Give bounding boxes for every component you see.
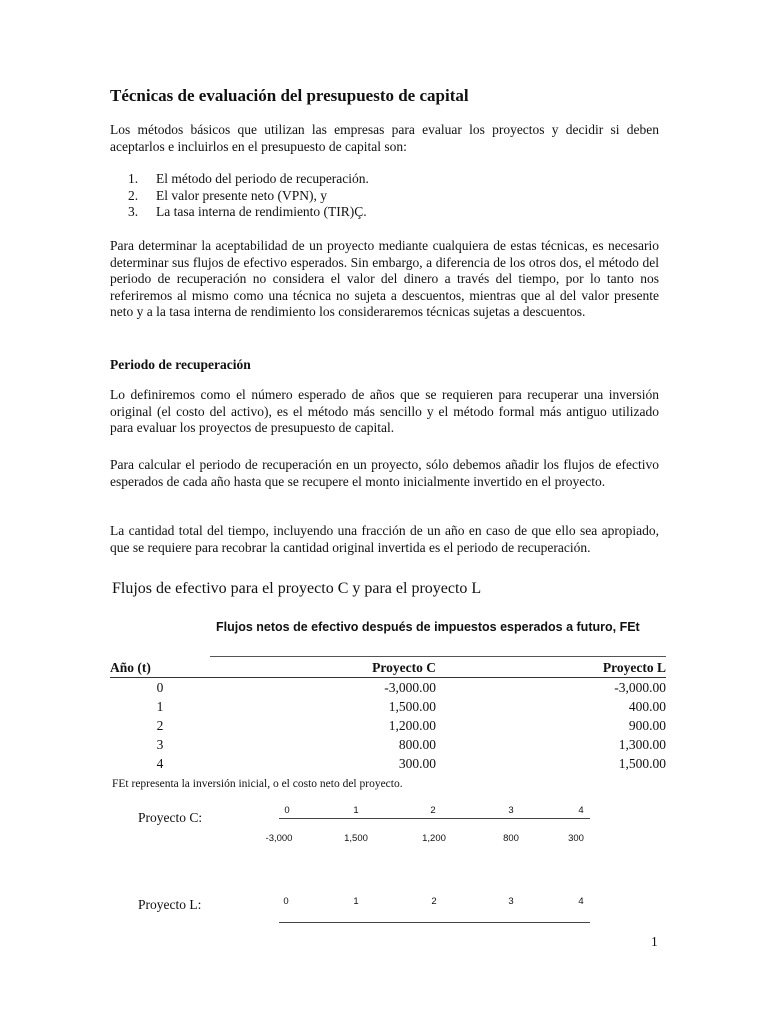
page-number: 1 xyxy=(651,934,658,949)
timeline-axis-line xyxy=(279,922,590,923)
intro-paragraph: Los métodos básicos que utilizan las empresas para evaluar los proyectos y decidir si deben aceptarlos e incluirlos en el presupuesto de capital son: xyxy=(110,122,659,154)
cell-project-c: 1,200.00 xyxy=(388,717,436,733)
timeline-period: 0 xyxy=(283,896,289,907)
table-row xyxy=(110,754,666,773)
table-note: FEt representa la inversión inicial, o el costo neto del proyecto. xyxy=(112,778,403,790)
list-item: 3. La tasa interna de rendimiento (TIR)Ç. xyxy=(128,204,367,220)
cell-project-c: -3,000.00 xyxy=(384,679,436,695)
methods-list xyxy=(128,171,369,221)
timeline-value: 300 xyxy=(568,833,584,844)
table-row xyxy=(110,678,666,698)
page-title: Técnicas de evaluación del presupuesto de capital xyxy=(110,86,469,105)
cell-project-l: 1,300.00 xyxy=(618,736,666,752)
timeline-period: 3 xyxy=(508,896,514,907)
cell-project-l: 900.00 xyxy=(628,717,666,733)
acceptability-paragraph: Para determinar la aceptabilidad de un proyecto mediante cualquiera de estas técnicas, es necesario determinar sus flujos de efectivo esperados. Sin embargo, a diferencia de los otros dos, el método del periodo de recuperación no considera el valor del dinero a través del tiempo, por lo tanto nos referiremos al mismo como una técnica no sujeta a descuentos, mientras que al del valor presente neto y a la tasa interna de rendimiento los consideraremos técnicas sujetas a descuentos. xyxy=(110,238,659,320)
timeline-period: 2 xyxy=(431,896,437,907)
timeline-value: 800 xyxy=(503,833,519,844)
timeline-label-project-l: Proyecto L: xyxy=(138,897,202,912)
cell-year: 4 xyxy=(156,755,164,771)
table-top-rule xyxy=(210,656,666,657)
cash-flow-table xyxy=(110,659,666,773)
table-header-row xyxy=(110,659,666,678)
cell-project-c: 800.00 xyxy=(398,736,436,752)
cash-flow-section-title: Flujos de efectivo para el proyecto C y para el proyecto L xyxy=(112,580,482,597)
cell-project-c: 300.00 xyxy=(398,755,436,771)
cell-project-l: -3,000.00 xyxy=(614,679,666,695)
table-row xyxy=(110,697,666,716)
cell-year: 1 xyxy=(156,698,164,714)
timeline-period: 2 xyxy=(430,805,436,816)
cell-year: 3 xyxy=(156,736,164,752)
timeline-period: 1 xyxy=(353,896,359,907)
header-project-l: Proyecto L xyxy=(602,660,666,675)
timeline-period: 1 xyxy=(353,805,359,816)
cell-project-l: 400.00 xyxy=(628,698,666,714)
header-project-c: Proyecto C xyxy=(372,660,436,675)
timeline-period: 0 xyxy=(284,805,290,816)
timeline-value: -3,000 xyxy=(265,833,293,844)
timeline-period: 4 xyxy=(578,896,584,907)
timeline-label-project-c: Proyecto C: xyxy=(138,810,203,825)
header-year: Año (t) xyxy=(110,660,151,675)
total-time-paragraph: La cantidad total del tiempo, incluyendo una fracción de un año en caso de que ello sea apropiado, que se requiere para recobrar la cantidad original invertida es el periodo de recuperación. xyxy=(110,523,659,555)
cell-project-c: 1,500.00 xyxy=(388,698,436,714)
list-item: 2. El valor presente neto (VPN), y xyxy=(128,187,327,203)
table-row xyxy=(110,716,666,735)
timeline-period: 3 xyxy=(508,805,514,816)
timeline-value: 1,500 xyxy=(344,833,368,844)
cell-year: 0 xyxy=(156,679,164,695)
list-item: 1. El método del periodo de recuperación. xyxy=(128,171,369,186)
table-caption: Flujos netos de efectivo después de impuestos esperados a futuro, FEt xyxy=(216,620,640,634)
table-row xyxy=(110,735,666,754)
payback-subheading: Periodo de recuperación xyxy=(110,357,251,372)
timeline-period: 4 xyxy=(578,805,584,816)
timeline-value: 1,200 xyxy=(422,833,446,844)
calculation-paragraph: Para calcular el periodo de recuperación en un proyecto, sólo debemos añadir los flujos de efectivo esperados de cada año hasta que se recupere el monto inicialmente invertido en el proyecto. xyxy=(110,457,659,489)
timeline-axis-line xyxy=(279,818,590,819)
cell-year: 2 xyxy=(156,717,164,733)
definition-paragraph: Lo definiremos como el número esperado de años que se requieren para recuperar una inversión original (el costo del activo), es el método más sencillo y el método formal más antiguo utilizado para evaluar los proyectos de presupuesto de capital. xyxy=(110,387,659,436)
cell-project-l: 1,500.00 xyxy=(618,755,666,771)
